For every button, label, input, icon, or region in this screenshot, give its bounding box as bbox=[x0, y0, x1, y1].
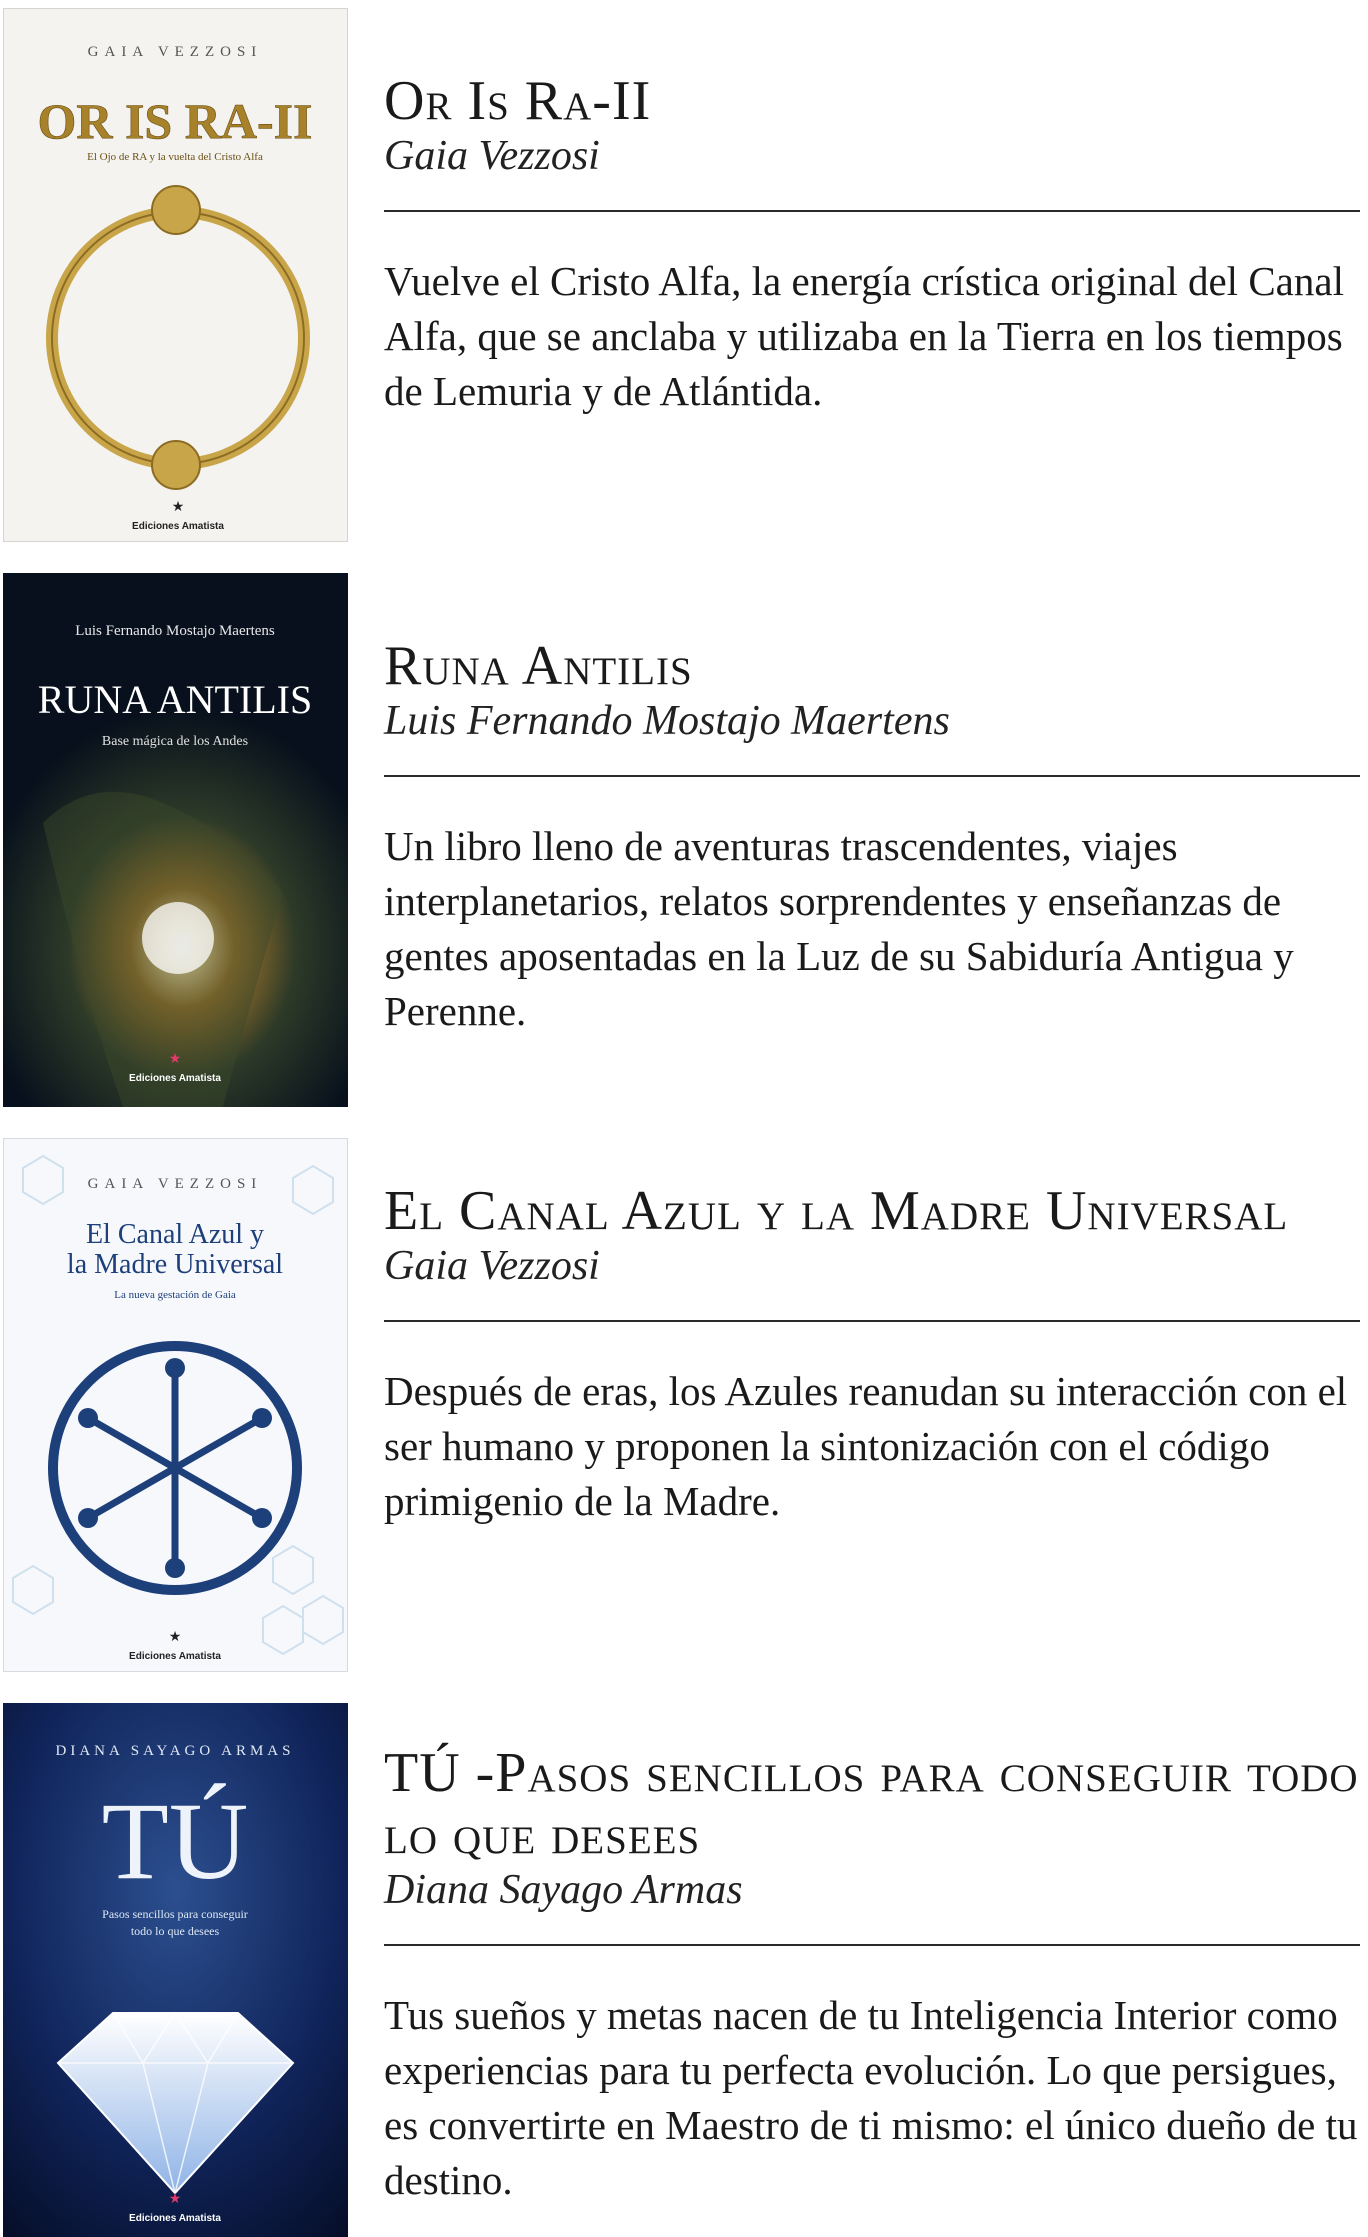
book-entry bbox=[0, 0, 1368, 548]
cover-publisher: Ediciones Amatista bbox=[129, 1073, 221, 1084]
book-cover[interactable] bbox=[3, 1703, 348, 2237]
book-cover[interactable] bbox=[3, 573, 348, 1107]
divider bbox=[384, 1320, 1360, 1322]
svg-text:★: ★ bbox=[168, 1629, 182, 1645]
book-title[interactable]: El Canal Azul y la Madre Universal bbox=[384, 1180, 1289, 1242]
cover-publisher: Ediciones Amatista bbox=[132, 521, 224, 532]
cover-subtitle: La nueva gestación de Gaia bbox=[114, 1289, 236, 1301]
book-description: Vuelve el Cristo Alfa, la energía crística original del Canal Alfa, que se anclaba y utilizaba en la Tierra en los tiempos de Lemuria y de Atlántida. bbox=[384, 258, 1344, 414]
book-entry bbox=[0, 565, 1368, 1110]
svg-text:★: ★ bbox=[168, 1051, 182, 1067]
book-title[interactable]: Or Is Ra-II bbox=[384, 70, 652, 132]
book-author: Gaia Vezzosi bbox=[384, 1243, 600, 1289]
book-description: Un libro lleno de aventuras trascendentes, viajes interplanetarios, relatos sorprendentes y enseñanzas de gentes aposentadas en la Luz de su Sabiduría Antigua y Perenne. bbox=[384, 823, 1294, 1034]
book-info bbox=[384, 1742, 1360, 2208]
divider bbox=[384, 1944, 1360, 1946]
book-author: Luis Fernando Mostajo Maertens bbox=[384, 698, 950, 744]
book-title[interactable]: Runa Antilis bbox=[384, 635, 693, 697]
cover-subtitle: El Ojo de RA y la vuelta del Cristo Alfa bbox=[87, 151, 263, 163]
book-info bbox=[384, 635, 1360, 1039]
book-cover[interactable] bbox=[3, 1138, 348, 1672]
cover-author: GAIA VEZZOSI bbox=[87, 1176, 263, 1192]
book-author: Diana Sayago Armas bbox=[384, 1867, 743, 1913]
cover-publisher: Ediciones Amatista bbox=[129, 1651, 221, 1662]
cover-subtitle: Base mágica de los Andes bbox=[101, 734, 249, 749]
cover-subtitle-line1: Pasos sencillos para conseguir bbox=[102, 1907, 248, 1921]
cover-title-line1: El Canal Azul y bbox=[85, 1219, 265, 1250]
book-cover-image bbox=[3, 1703, 348, 2237]
book-cover-image bbox=[3, 573, 348, 1107]
divider bbox=[384, 775, 1360, 777]
cover-author: DIANA SAYAGO ARMAS bbox=[55, 1743, 295, 1759]
cover-subtitle-line2: todo lo que desees bbox=[130, 1924, 220, 1938]
cover-title-line2: la Madre Universal bbox=[66, 1249, 284, 1280]
book-info bbox=[384, 70, 1360, 419]
svg-text:★: ★ bbox=[168, 2191, 182, 2207]
book-description: Tus sueños y metas nacen de tu Inteligencia Interior como experiencias para tu perfecta evolución. Lo que persigues, es convertirte en Maestro de ti mismo: el único dueño de tu destino. bbox=[384, 1992, 1358, 2203]
book-entry bbox=[0, 1130, 1368, 1670]
book-description: Después de eras, los Azules reanudan su interacción con el ser humano y proponen la sintonización con el código primigenio de la Madre. bbox=[384, 1368, 1348, 1524]
book-author: Gaia Vezzosi bbox=[384, 133, 600, 179]
book-cover-image bbox=[3, 8, 348, 542]
book-cover-image bbox=[3, 1138, 348, 1672]
book-title[interactable]: TÚ -Pasos sencillos para conseguir todo lo que desees bbox=[384, 1742, 1359, 1866]
book-entry bbox=[0, 1695, 1368, 2237]
cover-author: Luis Fernando Mostajo Maertens bbox=[75, 623, 275, 639]
book-cover[interactable] bbox=[3, 8, 348, 542]
cover-author: GAIA VEZZOSI bbox=[87, 44, 263, 60]
svg-text:★: ★ bbox=[171, 499, 185, 515]
cover-publisher: Ediciones Amatista bbox=[129, 2213, 221, 2224]
cover-title: OR IS RA-II bbox=[37, 93, 313, 149]
divider bbox=[384, 210, 1360, 212]
cover-title: TÚ bbox=[101, 1780, 249, 1902]
book-info bbox=[384, 1180, 1360, 1529]
cover-title: RUNA ANTILIS bbox=[37, 677, 313, 722]
